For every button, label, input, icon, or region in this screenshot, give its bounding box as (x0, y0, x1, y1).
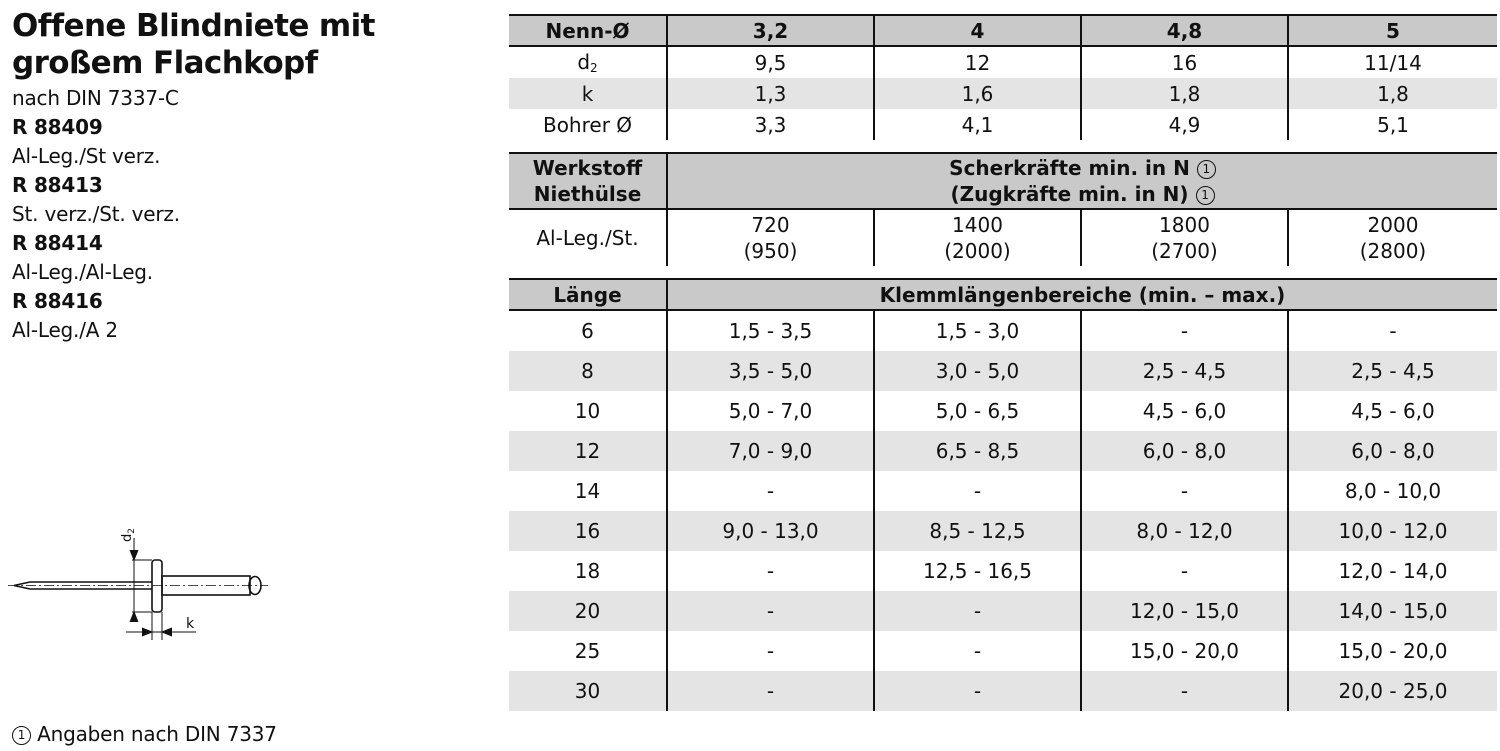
table-cell: 8,0 - 12,0 (1081, 511, 1288, 551)
variant-code: R 88413 (12, 173, 103, 197)
table-row (509, 591, 1497, 631)
force-header-row (509, 153, 1497, 209)
table-cell: 8,5 - 12,5 (874, 511, 1081, 551)
table-cell: 3,0 - 5,0 (874, 351, 1081, 391)
table-cell: 4,5 - 6,0 (1081, 391, 1288, 431)
row-label: 8 (509, 351, 667, 391)
table-row (509, 551, 1497, 591)
table-cell: 1400 (2000) (874, 209, 1081, 266)
table-row (509, 78, 1497, 109)
table-cell: 9,0 - 13,0 (667, 511, 874, 551)
table-cell: 9,5 (667, 46, 874, 78)
table-cell: 4,9 (1081, 109, 1288, 140)
table-cell: 12,0 - 15,0 (1081, 591, 1288, 631)
row-label: $d_2$ (577, 50, 598, 75)
table-cell: 7,0 - 9,0 (667, 431, 874, 471)
table-cell: 12 (874, 46, 1081, 78)
table-cell: 3,3 (667, 109, 874, 140)
table-cell: 2,5 - 4,5 (1081, 351, 1288, 391)
header-cell: Länge (509, 279, 667, 310)
variant-material: Al-Leg./Al-Leg. (12, 260, 153, 284)
table-row (509, 310, 1497, 351)
table-cell: 1800 (2700) (1081, 209, 1288, 266)
table-cell: 1,6 (874, 78, 1081, 109)
variant-code: R 88414 (12, 231, 103, 255)
grip-header-row (509, 279, 1497, 310)
table-cell: - (874, 671, 1081, 711)
table-cell: - (1081, 310, 1288, 351)
table-cell: - (1288, 310, 1497, 351)
table-cell: 4,1 (874, 109, 1081, 140)
table-row (509, 391, 1497, 431)
dims-header-row (509, 15, 1497, 46)
table-row (509, 671, 1497, 711)
rivet-drawing (6, 520, 276, 650)
variant-code: R 88409 (12, 115, 103, 139)
row-label: 25 (574, 639, 601, 663)
header-cell: Scherkräfte min. in N 1 (Zugkräfte min. in N) 1 (667, 153, 1497, 209)
table-cell: 2000 (2800) (1288, 209, 1497, 266)
table-cell: - (667, 591, 874, 631)
table-row (509, 471, 1497, 511)
spec-table (509, 14, 1497, 711)
table-cell: 5,0 - 7,0 (667, 391, 874, 431)
table-row (509, 431, 1497, 471)
d2-label: $d_2$ (120, 528, 137, 542)
header-cell: Klemmlängenbereiche (min. – max.) (667, 279, 1497, 310)
table-cell: 1,5 - 3,5 (667, 310, 874, 351)
table-cell: 11/14 (1288, 46, 1497, 78)
variant-code: R 88416 (12, 289, 103, 313)
row-label: 14 (574, 479, 601, 503)
table-cell: - (874, 471, 1081, 511)
footnote-marker: 1 (1197, 160, 1216, 179)
header-cell: Nenn-Ø (509, 15, 667, 46)
header-cell: 4,8 (1081, 15, 1288, 46)
table-cell: 2,5 - 4,5 (1288, 351, 1497, 391)
row-label: 30 (509, 671, 667, 711)
table-cell: - (1081, 471, 1288, 511)
table-row (509, 209, 1497, 266)
table-cell: 720 (950) (667, 209, 874, 266)
footnote-marker: 1 (12, 726, 31, 745)
table-cell: - (667, 551, 874, 591)
standard-reference: nach DIN 7337-C (12, 86, 179, 110)
row-label: 18 (574, 559, 601, 583)
row-label: 16 (509, 511, 667, 551)
variant-material: Al-Leg./A 2 (12, 318, 118, 342)
row-label: Bohrer Ø (542, 112, 633, 137)
table-row (509, 631, 1497, 671)
table-cell: - (874, 591, 1081, 631)
table-cell: 4,5 - 6,0 (1288, 391, 1497, 431)
table-cell: 6,0 - 8,0 (1081, 431, 1288, 471)
row-label: 12 (509, 431, 667, 471)
table-row (509, 109, 1497, 140)
table-cell: - (874, 631, 1081, 671)
table-cell: 1,8 (1288, 78, 1497, 109)
table-cell: - (667, 631, 874, 671)
table-cell: 12,5 - 16,5 (874, 551, 1081, 591)
table-row (509, 511, 1497, 551)
footnote (12, 719, 277, 749)
row-label: Al-Leg./St. (536, 226, 639, 250)
footnote-marker: 1 (1196, 186, 1215, 205)
header-cell: Werkstoff Niethülse (509, 153, 667, 209)
table-cell: - (667, 671, 874, 711)
table-cell: - (1081, 671, 1288, 711)
table-cell: 14,0 - 15,0 (1288, 591, 1497, 631)
table-cell: 5,0 - 6,5 (874, 391, 1081, 431)
row-label: 10 (574, 399, 601, 423)
table-cell: 1,5 - 3,0 (874, 310, 1081, 351)
table-cell: 8,0 - 10,0 (1288, 471, 1497, 511)
table-cell: 10,0 - 12,0 (1288, 511, 1497, 551)
table-cell: 6,5 - 8,5 (874, 431, 1081, 471)
table-row (509, 46, 1497, 78)
header-cell: 3,2 (667, 15, 874, 46)
footnote-text: Angaben nach DIN 7337 (37, 722, 277, 746)
table-cell: - (1081, 551, 1288, 591)
table-cell: 15,0 - 20,0 (1288, 631, 1497, 671)
product-info (12, 8, 482, 345)
k-label: k (186, 616, 195, 632)
variant-material: St. verz./St. verz. (12, 202, 180, 226)
table-cell: 5,1 (1288, 109, 1497, 140)
table-cell: - (667, 471, 874, 511)
header-cell: 5 (1288, 15, 1497, 46)
header-cell: 4 (874, 15, 1081, 46)
table-cell: 15,0 - 20,0 (1081, 631, 1288, 671)
table-row (509, 351, 1497, 391)
row-label: k (509, 78, 667, 109)
variant-material: Al-Leg./St verz. (12, 144, 161, 168)
table-cell: 1,8 (1081, 78, 1288, 109)
table-cell: 1,3 (667, 78, 874, 109)
row-label: 6 (581, 319, 594, 343)
row-label: 20 (509, 591, 667, 631)
table-cell: 3,5 - 5,0 (667, 351, 874, 391)
table-cell: 12,0 - 14,0 (1288, 551, 1497, 591)
product-title: Offene Blindniete mit großem Flachkopf (12, 8, 375, 81)
table-cell: 16 (1081, 46, 1288, 78)
table-cell: 20,0 - 25,0 (1288, 671, 1497, 711)
table-cell: 6,0 - 8,0 (1288, 431, 1497, 471)
